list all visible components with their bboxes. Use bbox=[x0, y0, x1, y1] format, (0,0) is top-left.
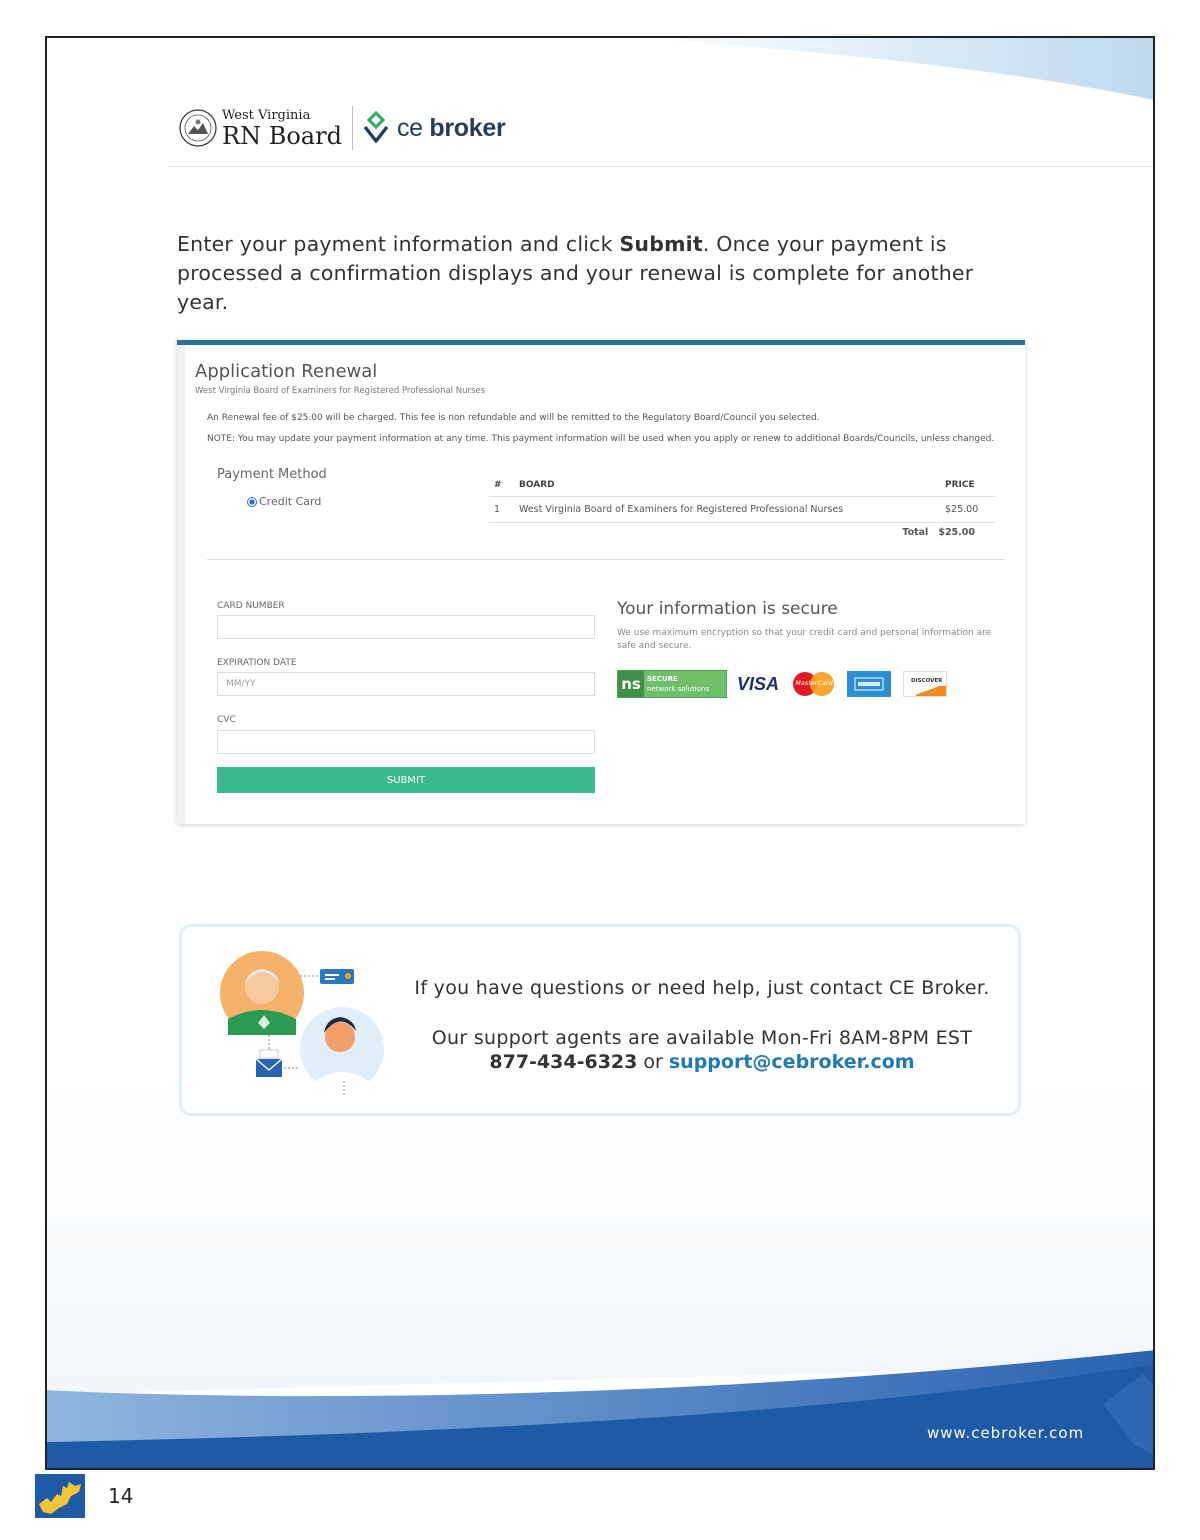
cebroker-wordmark: ce broker bbox=[396, 113, 506, 142]
help-contact-line: 877-434-6323 or support@cebroker.com bbox=[489, 1051, 915, 1073]
expiration-label: EXPIRATION DATE bbox=[217, 658, 297, 668]
payment-method-label: Payment Method bbox=[217, 467, 327, 482]
app-title: Application Renewal bbox=[195, 361, 378, 382]
support-agents-illustration bbox=[214, 949, 394, 1097]
secure-text: We use maximum encryption so that your credit card and personal information are safe and secure. bbox=[617, 628, 992, 651]
mastercard-logo: MasterCard bbox=[793, 670, 835, 698]
fee-notice: An Renewal fee of $25.00 will be charged. This fee is non refundable and will be remitted to the Regulatory Board/Council you selected. bbox=[207, 413, 820, 423]
discover-logo: DISCOVER bbox=[903, 671, 947, 697]
expiration-input[interactable]: MM/YY bbox=[217, 672, 595, 696]
col-price-header: PRICE bbox=[945, 479, 975, 490]
app-subtitle: West Virginia Board of Examiners for Registered Professional Nurses bbox=[195, 386, 486, 396]
amex-icon bbox=[854, 676, 884, 692]
header-logos bbox=[178, 100, 505, 156]
col-number-header: # bbox=[494, 479, 502, 490]
credit-card-label: Credit Card bbox=[259, 495, 322, 508]
page-number: 14 bbox=[108, 1484, 134, 1508]
fee-table bbox=[489, 473, 995, 523]
cvc-input[interactable] bbox=[217, 730, 595, 754]
section-divider bbox=[207, 559, 1005, 560]
help-hours-text: Our support agents are available Mon-Fri 8AM-8PM EST bbox=[431, 1027, 973, 1049]
help-contact-text: If you have questions or need help, just contact CE Broker. bbox=[414, 977, 990, 999]
row-board: West Virginia Board of Examiners for Registered Professional Nurses bbox=[519, 504, 844, 515]
update-note: NOTE: You may update your payment information at any time. This payment information will be used when you apply or renew to additional Boards/Councils, unless changed. bbox=[207, 434, 995, 444]
wv-state-seal-icon bbox=[178, 108, 218, 148]
total-label: Total bbox=[902, 527, 929, 538]
row-number: 1 bbox=[494, 504, 501, 515]
header-divider bbox=[169, 166, 1155, 167]
network-solutions-badge: ns SECURE network solutions bbox=[617, 670, 727, 698]
table-header-row bbox=[489, 473, 995, 497]
col-board-header: BOARD bbox=[519, 479, 555, 490]
support-phone[interactable]: 877-434-6323 bbox=[489, 1051, 638, 1073]
amex-logo bbox=[847, 671, 891, 697]
total-value: $25.00 bbox=[938, 527, 975, 538]
table-row bbox=[489, 497, 995, 523]
wv-rn-board-wordmark: West Virginia RN Board bbox=[222, 107, 342, 150]
intro-submit-emphasis: Submit bbox=[619, 232, 703, 256]
fee-total bbox=[489, 527, 995, 538]
row-price: $25.00 bbox=[945, 504, 979, 515]
submit-button[interactable]: SUBMIT bbox=[217, 767, 595, 793]
cvc-label: CVC bbox=[217, 715, 236, 725]
card-number-label: CARD NUMBER bbox=[217, 601, 285, 611]
card-number-input[interactable] bbox=[217, 615, 595, 639]
payment-screenshot bbox=[177, 340, 1025, 824]
payment-badges bbox=[617, 670, 947, 698]
logo-divider bbox=[352, 106, 353, 150]
intro-text: Enter your payment information and click Submit. Once your payment is processed a confirmation displays and your renewal is complete for another year. bbox=[177, 232, 974, 314]
radio-selected-icon[interactable] bbox=[247, 497, 257, 507]
support-email-link[interactable]: support@cebroker.com bbox=[668, 1051, 915, 1073]
page-frame bbox=[45, 36, 1155, 1470]
cebroker-logo-icon bbox=[361, 111, 391, 145]
screenshot-side-band bbox=[177, 345, 185, 824]
help-box bbox=[179, 924, 1021, 1116]
secure-title: Your information is secure bbox=[617, 599, 838, 619]
footer-url[interactable]: www.cebroker.com bbox=[927, 1424, 1085, 1442]
visa-logo: VISA bbox=[737, 673, 780, 694]
west-virginia-map-icon bbox=[35, 1474, 85, 1518]
credit-card-radio[interactable] bbox=[247, 495, 321, 508]
